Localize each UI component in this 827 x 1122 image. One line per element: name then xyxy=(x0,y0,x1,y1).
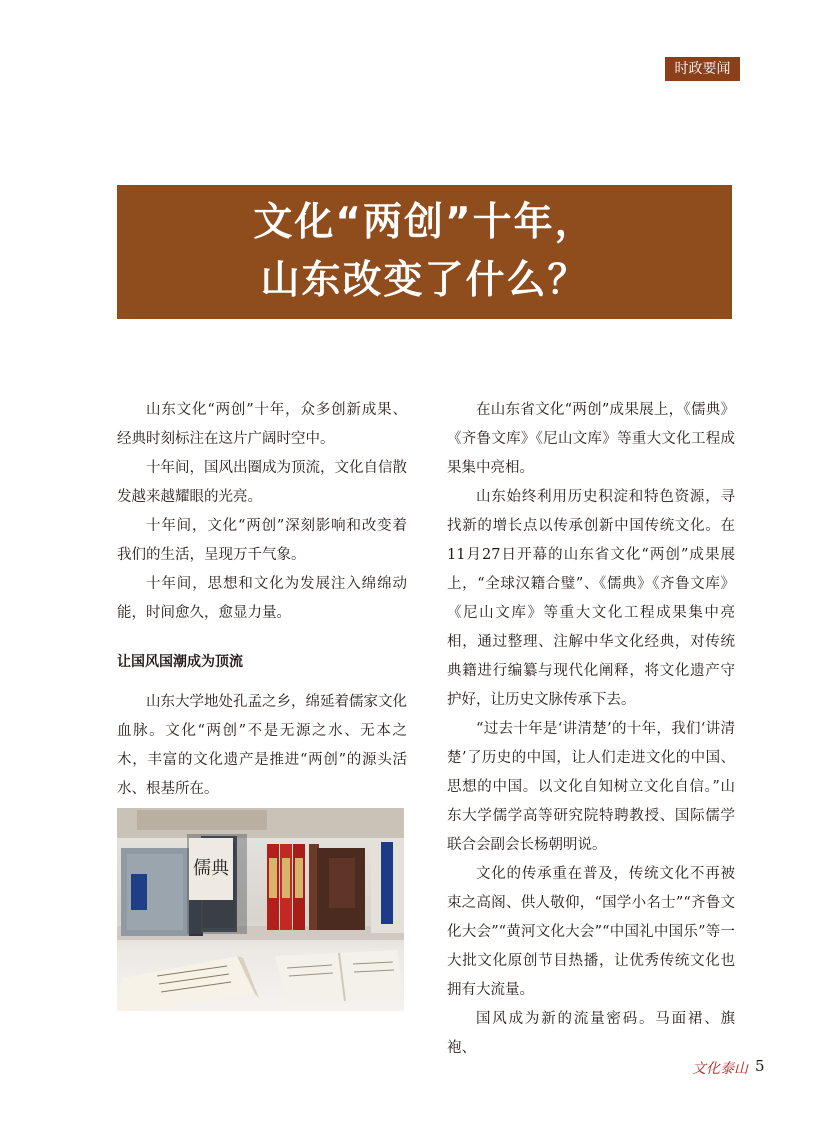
right-column xyxy=(447,396,735,1063)
book-exhibit-photo xyxy=(117,808,404,1011)
paragraph: 十年间，思想和文化为发展注入绵绵动能，时间愈久，愈显力量。 xyxy=(117,576,407,621)
paragraph: 在山东省文化“两创”成果展上，《儒典》《齐鲁文库》《尼山文库》等重大文化工程成果集中亮相。 xyxy=(447,402,735,476)
page-number: 5 xyxy=(755,1057,765,1075)
section-tag: 时政要闻 xyxy=(665,57,740,81)
title-line-1: 文化“两创”十年， xyxy=(253,200,596,245)
title-line-2: 山东改变了什么？ xyxy=(260,258,589,303)
book-title-label: 儒典 xyxy=(193,858,229,879)
photo-illustration xyxy=(117,808,404,1011)
paragraph: 山东文化“两创”十年，众多创新成果、经典时刻标注在这片广阔时空中。 xyxy=(117,402,407,447)
paragraph: 文化的传承重在普及，传统文化不再被束之高阁、供人敬仰，“国学小名士”“齐鲁文化大会”“黄河文化大会”“中国礼中国乐”等一大批文化原创节目热播，让优秀传统文化也拥有大流量。 xyxy=(447,866,735,998)
magazine-logo: 文化泰山 xyxy=(692,1061,748,1077)
paragraph: 十年间，国风出圈成为顶流，文化自信散发越来越耀眼的光亮。 xyxy=(117,460,407,505)
left-column xyxy=(117,396,407,804)
paragraph: 十年间，文化“两创”深刻影响和改变着我们的生活，呈现万千气象。 xyxy=(117,518,407,563)
title-banner xyxy=(117,185,732,319)
subheading: 让国风国潮成为顶流 xyxy=(117,654,243,670)
paragraph: 山东始终利用历史积淀和特色资源，寻找新的增长点以传承创新中国传统文化。在11月27日开幕的山东省文化“两创”成果展上，“全球汉籍合璧”、《儒典》《齐鲁文库》《尼山文库》等重大文化工程成果集中亮相，通过整理、注解中华文化经典，对传统典籍进行编纂与现代化阐释，将文化遗产守护好，让历史文脉传承下去。 xyxy=(447,489,735,708)
paragraph: “过去十年是‘讲清楚’的十年，我们‘讲清楚’了历史的中国，让人们走进文化的中国、思想的中国。以文化自知树立文化自信。”山东大学儒学高等研究院特聘教授、国际儒学联合会副会长杨朝明说。 xyxy=(447,721,735,853)
paragraph: 国风成为新的流量密码。马面裙、旗袍、 xyxy=(447,1011,735,1056)
paragraph: 山东大学地处孔孟之乡，绵延着儒家文化血脉。文化“两创”不是无源之水、无本之木，丰富的文化遗产是推进“两创”的源头活水、根基所在。 xyxy=(117,694,407,797)
